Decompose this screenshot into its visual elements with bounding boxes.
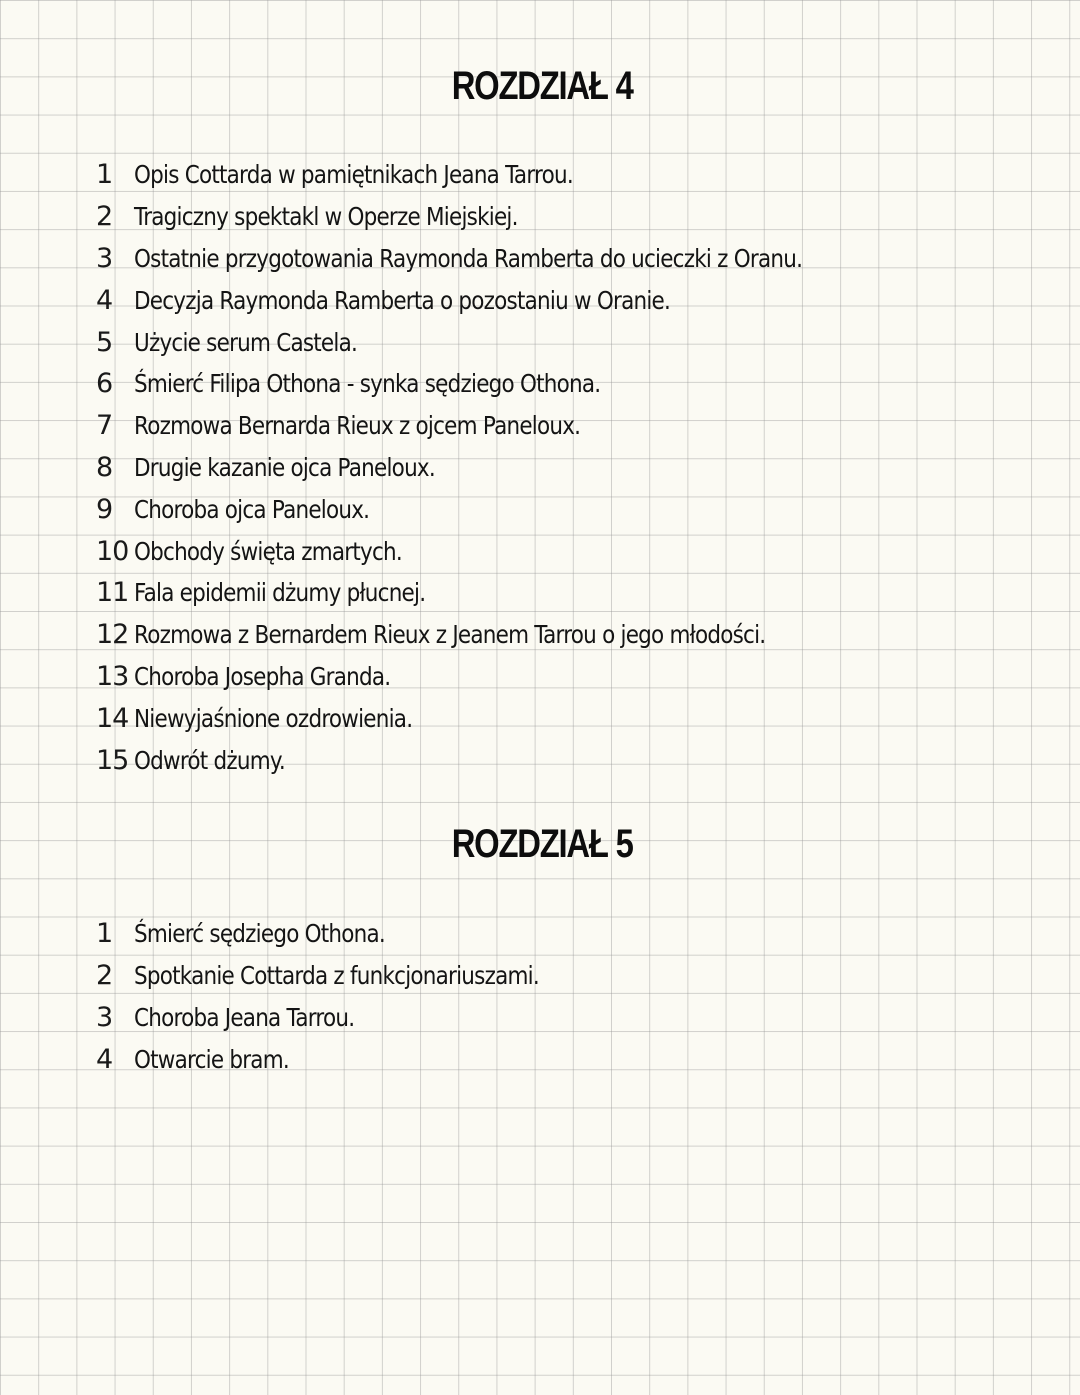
item-text: Spotkanie Cottarda z funkcjonariuszami. bbox=[134, 961, 539, 991]
chapter-4-title: ROZDZIAŁ 4 bbox=[451, 64, 633, 108]
item-text: Użycie serum Castela. bbox=[134, 327, 358, 357]
item-number: 3 bbox=[96, 242, 113, 274]
item-text: Opis Cottarda w pamiętnikach Jeana Tarrou. bbox=[134, 160, 573, 190]
item-text: Choroba Josepha Granda. bbox=[134, 661, 391, 691]
item-number: 10 bbox=[96, 535, 129, 567]
item-text: Decyzja Raymonda Ramberta o pozostaniu w Oranie. bbox=[134, 285, 671, 315]
list-item bbox=[96, 656, 911, 698]
item-text: Śmierć sędziego Othona. bbox=[134, 919, 385, 949]
list-item bbox=[96, 447, 911, 489]
item-number: 15 bbox=[96, 744, 129, 776]
list-item bbox=[96, 913, 605, 955]
list-item bbox=[96, 572, 911, 614]
list-item bbox=[96, 739, 911, 781]
item-number: 1 bbox=[96, 918, 113, 950]
item-number: 7 bbox=[96, 410, 113, 442]
item-number: 1 bbox=[96, 159, 113, 191]
item-text: Choroba ojca Paneloux. bbox=[134, 494, 370, 524]
list-item bbox=[96, 955, 605, 997]
list-item bbox=[96, 154, 911, 196]
item-number: 6 bbox=[96, 368, 113, 400]
item-number: 3 bbox=[96, 1001, 113, 1033]
item-number: 4 bbox=[96, 284, 113, 316]
list-item bbox=[96, 321, 911, 363]
list-item bbox=[96, 196, 911, 238]
list-item bbox=[96, 614, 911, 656]
item-number: 4 bbox=[96, 1043, 113, 1075]
item-text: Rozmowa z Bernardem Rieux z Jeanem Tarrou o jego młodości. bbox=[134, 620, 766, 650]
item-number: 14 bbox=[96, 702, 129, 734]
item-text: Obchody święta zmartych. bbox=[134, 536, 402, 566]
item-number: 11 bbox=[96, 577, 129, 609]
item-number: 2 bbox=[96, 960, 113, 992]
list-item bbox=[96, 238, 911, 280]
item-text: Choroba Jeana Tarrou. bbox=[134, 1002, 355, 1032]
item-number: 5 bbox=[96, 326, 113, 358]
item-text: Drugie kazanie ojca Paneloux. bbox=[134, 452, 435, 482]
list-item bbox=[96, 279, 911, 321]
item-number: 8 bbox=[96, 451, 113, 483]
chapter-5-list bbox=[96, 913, 605, 1080]
item-number: 9 bbox=[96, 493, 113, 525]
list-item bbox=[96, 488, 911, 530]
chapter-5-title: ROZDZIAŁ 5 bbox=[451, 822, 633, 866]
item-number: 13 bbox=[96, 660, 129, 692]
item-text: Odwrót dżumy. bbox=[134, 745, 285, 775]
list-item bbox=[96, 363, 911, 405]
item-text: Śmierć Filipa Othona - synka sędziego Othona. bbox=[134, 369, 601, 399]
item-text: Niewyjaśnione ozdrowienia. bbox=[134, 703, 413, 733]
item-text: Otwarcie bram. bbox=[134, 1044, 289, 1074]
list-item bbox=[96, 405, 911, 447]
item-number: 12 bbox=[96, 619, 129, 651]
list-item bbox=[96, 697, 911, 739]
list-item bbox=[96, 1038, 605, 1080]
item-text: Fala epidemii dżumy płucnej. bbox=[134, 578, 426, 608]
item-text: Ostatnie przygotowania Raymonda Ramberta do ucieczki z Oranu. bbox=[134, 243, 803, 273]
list-item bbox=[96, 530, 911, 572]
item-number: 2 bbox=[96, 201, 113, 233]
list-item bbox=[96, 997, 605, 1039]
chapter-4-list bbox=[96, 154, 911, 781]
item-text: Tragiczny spektakl w Operze Miejskiej. bbox=[134, 202, 518, 232]
item-text: Rozmowa Bernarda Rieux z ojcem Paneloux. bbox=[134, 411, 581, 441]
